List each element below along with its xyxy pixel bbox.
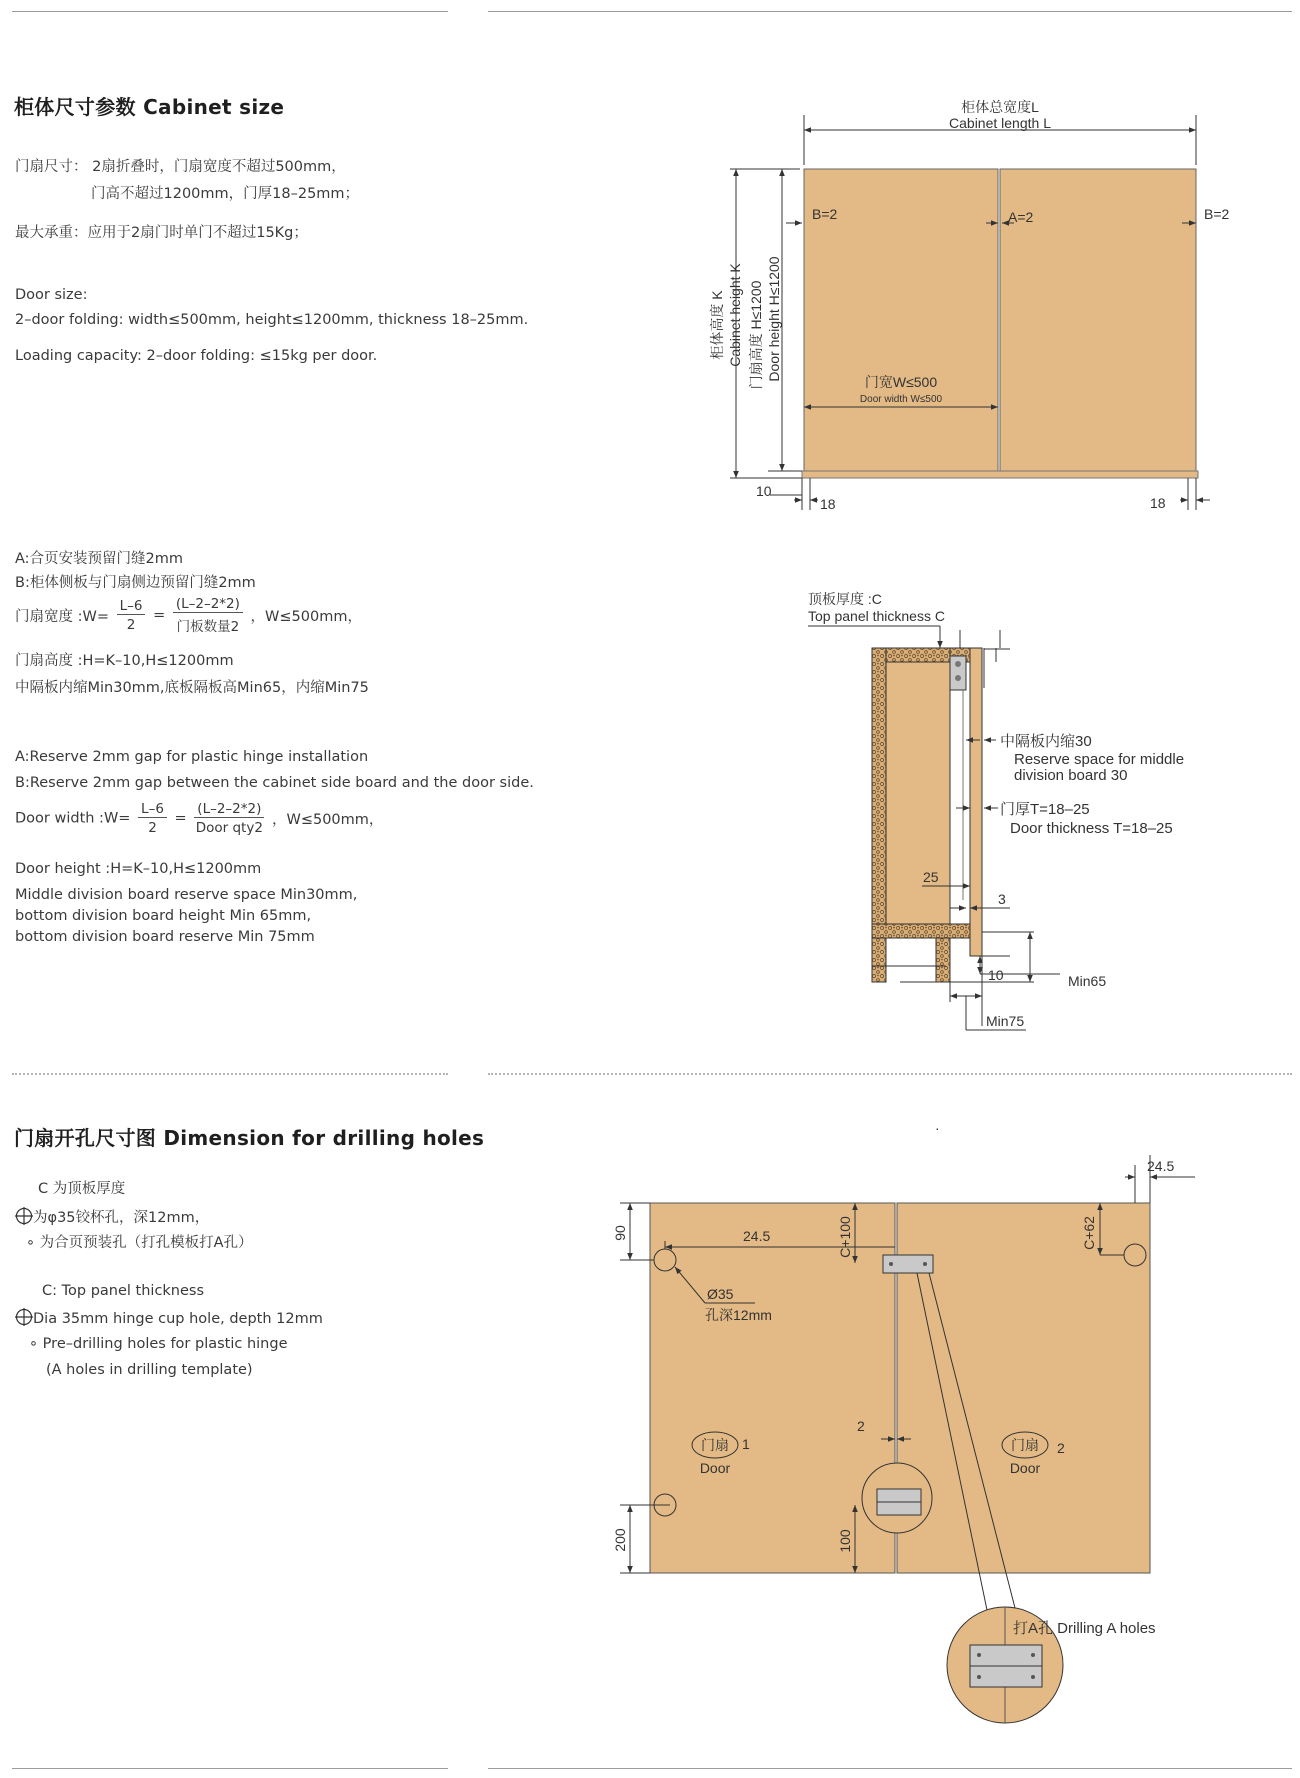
drill-door1-cn: 门扇 (701, 1437, 729, 1453)
section-dim-min65: Min65 (1068, 973, 1107, 989)
drill-door1-en: Door (699, 1460, 731, 1476)
front-total-width-en: Cabinet length L (949, 115, 1051, 131)
front-dim-10: 10 (756, 483, 772, 499)
en-frac1-num: L–6 (138, 801, 167, 818)
en-middle-1: Middle division board reserve space Min30mm, (15, 887, 358, 903)
cn-width-formula (15, 596, 362, 635)
drill-dim-24-5-top: 24.5 (1147, 1158, 1175, 1174)
drill-dim-90: 90 (612, 1225, 628, 1241)
drill-dim-2: 2 (857, 1418, 865, 1434)
drill-door-2 (897, 1203, 1150, 1573)
en-frac2-num: (L–2–2*2) (194, 801, 264, 818)
en-middle-2: bottom division board height Min 65mm, (15, 908, 312, 924)
cn-formula-b: B:柜体侧板与门扇侧边预留门缝2mm (15, 575, 256, 591)
cn-width-tail: ，W≤500mm， (250, 609, 362, 625)
en-load-capacity: Loading capacity: 2–door folding: ≤15kg per door. (15, 348, 378, 364)
en-fraction-2 (194, 801, 264, 836)
front-door-height-en: Door height H≤1200 (766, 256, 782, 382)
drill-cup-hole-door2 (1124, 1244, 1146, 1266)
front-gap-b-left: B=2 (812, 206, 838, 222)
cn-door-size-line2: 门高不超过1200mm，门厚18–25mm； (91, 186, 360, 202)
section-bottom-board (872, 924, 972, 938)
en-cup-line (15, 1308, 323, 1328)
drill-dim-c100: C+100 (837, 1216, 853, 1258)
front-door-height-cn: 门扇高度 H≤1200 (748, 280, 764, 390)
en-equals: = (174, 810, 187, 827)
section-title-cabinet-size: 柜体尺寸参数 Cabinet size (14, 95, 285, 119)
cn-pre-drill: ∘ 为合页预装孔（打孔模板打A孔） (26, 1235, 253, 1251)
en-c-label: C: Top panel thickness (42, 1283, 205, 1299)
front-cab-height-en: Cabinet height K (727, 263, 743, 367)
crosshair-icon (15, 1308, 33, 1326)
cabinet-section-diagram (800, 590, 1220, 1040)
cn-load-capacity: 最大承重：应用于2扇门时单门不超过15Kg； (15, 225, 308, 241)
section-middle-en-1: Reserve space for middle (1014, 751, 1185, 768)
divider-right (488, 1073, 1292, 1075)
front-door-width-en: Door width W≤500 (859, 394, 943, 405)
cn-middle-board: 中隔板内缩Min30mm,底板隔板高Min65，内缩Min75 (15, 680, 369, 696)
cn-frac1-den: 2 (126, 617, 136, 633)
drill-door2-en: Door (1009, 1460, 1041, 1476)
en-frac1-den: 2 (148, 820, 157, 836)
section-door-thick-en: Door thickness T=18–25 (1010, 820, 1173, 837)
section-side-board (872, 648, 886, 968)
drill-door1-num: 1 (742, 1436, 750, 1452)
cn-c-label: C 为顶板厚度 (38, 1181, 126, 1197)
front-gap-b-right: B=2 (1204, 206, 1230, 222)
front-plinth (802, 471, 1198, 478)
section-inner-panel (886, 662, 950, 924)
en-door-size-title: Door size: (15, 287, 88, 303)
front-dim-18-right: 18 (1150, 495, 1166, 511)
cn-equals: = (153, 607, 166, 624)
cabinet-front-diagram (690, 95, 1240, 515)
cn-frac2-num: (L–2–2*2) (173, 596, 243, 613)
section-middle-en-2: division board 30 (1014, 767, 1128, 784)
en-frac2-den: Door qty2 (195, 820, 263, 836)
en-pre-drill-2: (A holes in drilling template) (46, 1362, 253, 1378)
cn-door-size-line1: 门扇尺寸： 2扇折叠时，门扇宽度不超过500mm， (15, 159, 346, 175)
cn-cup-text: 为φ35铰杯孔，深12mm， (33, 1210, 210, 1226)
cn-frac2-den: 门板数量2 (176, 619, 240, 635)
section-door (970, 648, 982, 956)
stray-dot: · (935, 1125, 940, 1136)
section-plinth-left (872, 938, 886, 982)
en-width-formula (15, 801, 383, 836)
section-dim-10: 10 (988, 967, 1004, 983)
drill-door-1 (650, 1203, 895, 1573)
drill-dim-24-5: 24.5 (743, 1228, 771, 1244)
top-rule-left (12, 11, 448, 12)
drill-label-a-holes: 打A孔 Drilling A holes (1013, 1620, 1156, 1637)
section-door-thick-cn: 门厚T=18–25 (1000, 801, 1090, 818)
front-door-width-cn: 门宽W≤500 (864, 374, 938, 390)
cn-formula-a: A:合页安装预留门缝2mm (15, 551, 184, 567)
front-cab-height-cn: 柜体高度 K (709, 290, 725, 360)
section-top-panel-cn: 顶板厚度 :C (808, 591, 882, 607)
section-middle-cn: 中隔板内缩30 (1000, 733, 1092, 750)
cn-width-label: 门扇宽度 :W= (15, 609, 109, 625)
drill-door2-num: 2 (1057, 1440, 1065, 1456)
drill-dim-depth: 孔深12mm (705, 1307, 772, 1323)
cn-height-formula: 门扇高度 :H=K–10,H≤1200mm (15, 653, 234, 669)
en-middle-3: bottom division board reserve Min 75mm (15, 929, 315, 945)
en-width-tail: ，W≤500mm， (271, 812, 384, 828)
divider-left (12, 1073, 448, 1075)
drill-dim-d35: Ø35 (707, 1286, 734, 1302)
en-door-size: 2–door folding: width≤500mm, height≤1200mm, thickness 18–25mm. (15, 312, 529, 328)
en-height-formula: Door height :H=K–10,H≤1200mm (15, 861, 262, 877)
front-total-width-cn: 柜体总宽度L (961, 99, 1039, 115)
section-dim-min75: Min75 (986, 1013, 1025, 1029)
drill-door2-cn: 门扇 (1011, 1437, 1039, 1453)
drilling-diagram (595, 1125, 1225, 1735)
cn-cup-line (15, 1207, 209, 1227)
en-formula-b: B:Reserve 2mm gap between the cabinet side board and the door side. (15, 775, 534, 791)
drill-dim-200: 200 (612, 1528, 628, 1552)
en-formula-a: A:Reserve 2mm gap for plastic hinge installation (15, 749, 369, 765)
section-dim-25: 25 (923, 869, 939, 885)
en-pre-drill: ∘ Pre–drilling holes for plastic hinge (29, 1336, 288, 1352)
front-dim-18-left: 18 (820, 496, 836, 512)
section-plinth-mid (936, 938, 950, 982)
section-dim-3: 3 (998, 891, 1006, 907)
drill-cup-hole-door1-top (654, 1249, 676, 1271)
bottom-rule-left (12, 1768, 448, 1769)
front-gap-a: A=2 (1008, 209, 1034, 225)
cn-frac1-num: L–6 (117, 598, 146, 615)
drill-dim-100: 100 (837, 1529, 853, 1553)
en-fraction-1 (138, 801, 167, 836)
section-title-drilling: 门扇开孔尺寸图 Dimension for drilling holes (14, 1126, 485, 1150)
section-top-panel-en: Top panel thickness C (808, 608, 945, 624)
crosshair-icon (15, 1207, 33, 1225)
top-rule-right (488, 11, 1292, 12)
cn-fraction-2 (173, 596, 243, 635)
cn-fraction-1 (117, 598, 146, 633)
drill-dim-c62: C+62 (1081, 1216, 1097, 1250)
en-width-label: Door width :W= (15, 810, 131, 827)
en-cup-text: Dia 35mm hinge cup hole, depth 12mm (33, 1311, 323, 1327)
bottom-rule-right (488, 1768, 1292, 1769)
